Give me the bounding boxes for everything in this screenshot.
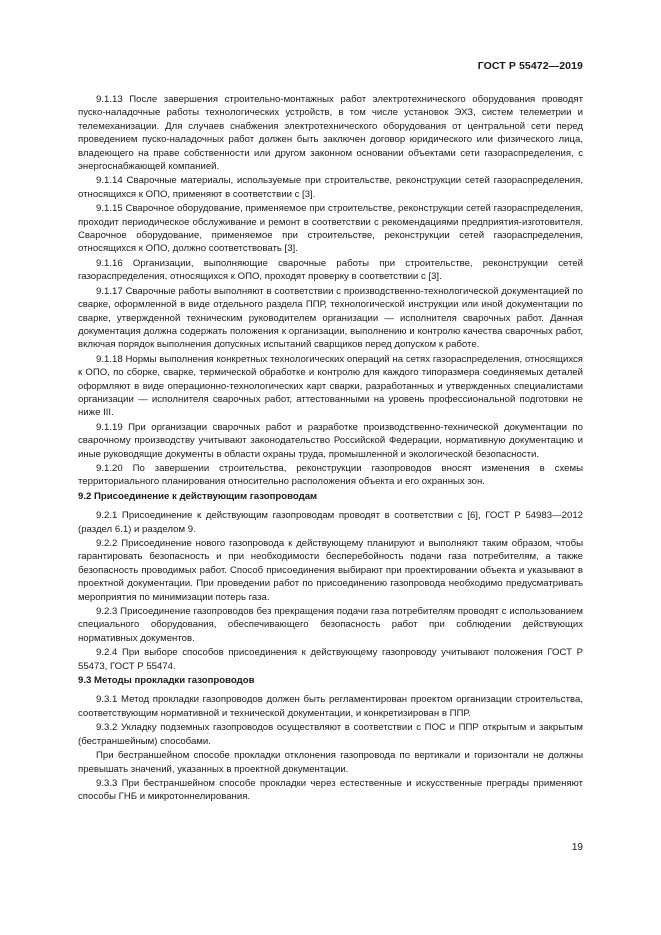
paragraph-9-3-2-note: При бестраншейном способе прокладки отклонения газопровода по вертикали и горизонтали не должны превышать значений, указанных в проектной документации. <box>78 750 583 775</box>
paragraph-9-2-1: 9.2.1 Присоединение к действующим газопроводам проводят в соответствии с [6], ГОСТ Р 54983—2012 (раздел 6.1) и разделом 9. <box>78 510 583 535</box>
paragraph-9-3-1: 9.3.1 Метод прокладки газопроводов должен быть регламентирован проектом организации строительства, соответствующим нормативной и технической документации, и конкретизирован в ППР. <box>78 694 583 719</box>
document-body <box>78 93 583 804</box>
paragraph-9-1-14: 9.1.14 Сварочные материалы, используемые при строительстве, реконструкции сетей газораспределения, относящихся к ОПО, применяют в соответствии с [3]. <box>78 175 583 200</box>
paragraph-9-1-13: 9.1.13 После завершения строительно-монтажных работ электротехнического оборудования проводят пуско-наладочные работы технологических устройств, в том числе установок ЭХЗ, систем телеметрии и телемеханизации. Для случаев снабжения электротехнического оборудования от центральной сети перед проведением пуско-наладочных работ должен быть заключен договор юридического или физического лица, владеющего на праве собственности или другом законном основании объектами сети газораспределения, с энергоснабжающей компанией. <box>78 94 583 173</box>
paragraph-9-3-3: 9.3.3 При бестраншейном способе прокладки через естественные и искусственные преграды применяют способы ГНБ и микротоннелирования. <box>78 777 583 803</box>
paragraph-9-2-3: 9.2.3 Присоединение газопроводов без прекращения подачи газа потребителям проводят с использованием специального оборудования, обеспечивающего безопасность работ при соблюдении действующих нормативных документов. <box>78 606 583 644</box>
paragraph-9-1-18: 9.1.18 Нормы выполнения конкретных технологических операций на сетях газораспределения, относящихся к ОПО, по сборке, сварке, термической обработке и контролю для каждого типоразмера соединяемых деталей оформляют в виде операционно-технологических карт сварки, разработанных и утвержденных специалистами организации — исполнителя сварочных работ, аттестованными на уровень профессиональной подготовки не ниже III. <box>78 353 583 419</box>
paragraph-9-1-17: 9.1.17 Сварочные работы выполняют в соответствии с производственно-технологической документацией по сварке, оформленной в виде отдельного раздела ППР, технологической инструкции или иной документации по сварке, утвержденной техническим руководителем организации — исполнителя сварочных работ. Данная документация должна содержать положения к организации, выполнению и контролю качества сварочных работ, включая порядок выполнения допускных испытаний сварщиков перед допуском к работе. <box>78 285 583 351</box>
paragraph-9-1-19: 9.1.19 При организации сварочных работ и разработке производственно-технической документации по сварочному производству учитывают законодательство Российской Федерации, нормативную документацию и иные руководящие документы в области охраны труда, промышленной и экологической безопасности. <box>78 421 583 460</box>
paragraph-9-2-4: 9.2.4 При выборе способов присоединения к действующему газопроводу учитывают положения ГОСТ Р 55473, ГОСТ Р 55474. <box>78 647 583 672</box>
section-heading-9-3: 9.3 Методы прокладки газопроводов <box>78 675 255 687</box>
section-heading-9-2: 9.2 Присоединение к действующим газопроводам <box>78 490 318 502</box>
paragraph-9-3-2: 9.3.2 Укладку подземных газопроводов осуществляют в соответствии с ПОС и ППР открытым и закрытым (бестраншейным) способами. <box>78 722 583 747</box>
paragraph-9-1-15: 9.1.15 Сварочное оборудование, применяемое при строительстве, реконструкции сетей газораспределения, проходит периодическое обслуживание и ремонт в соответствии с рекомендациями предприятия-изготовителя. Сварочное оборудование, применяемое при строительстве, реконструкции сетей газораспределения, относящихся к ОПО, должно соответствовать [3]. <box>78 203 583 255</box>
paragraph-9-2-2: 9.2.2 Присоединение нового газопровода к действующему планируют и выполняют таким образом, чтобы гарантировать безопасность и при необходимости бесперебойность подачи газа потребителям, а также безопасность проводимых работ. Способ присоединения выбирают при проектировании объекта и указывают в проектной документации. При проведении работ по присоединению газопровода необходимо предусматривать мероприятия по минимизации потерь газа. <box>78 538 583 603</box>
paragraph-9-1-20: 9.1.20 По завершении строительства, реконструкции газопроводов вносят изменения в схемы территориального планирования относительно расположения объекта и его охранных зон. <box>78 462 583 488</box>
document-id-header: ГОСТ Р 55472—2019 <box>477 60 583 72</box>
paragraph-9-1-16: 9.1.16 Организации, выполняющие сварочные работы при строительстве, реконструкции сетей газораспределения, относящихся к ОПО, проходят проверку в соответствии с [3]. <box>78 257 583 283</box>
page-number: 19 <box>571 842 583 853</box>
